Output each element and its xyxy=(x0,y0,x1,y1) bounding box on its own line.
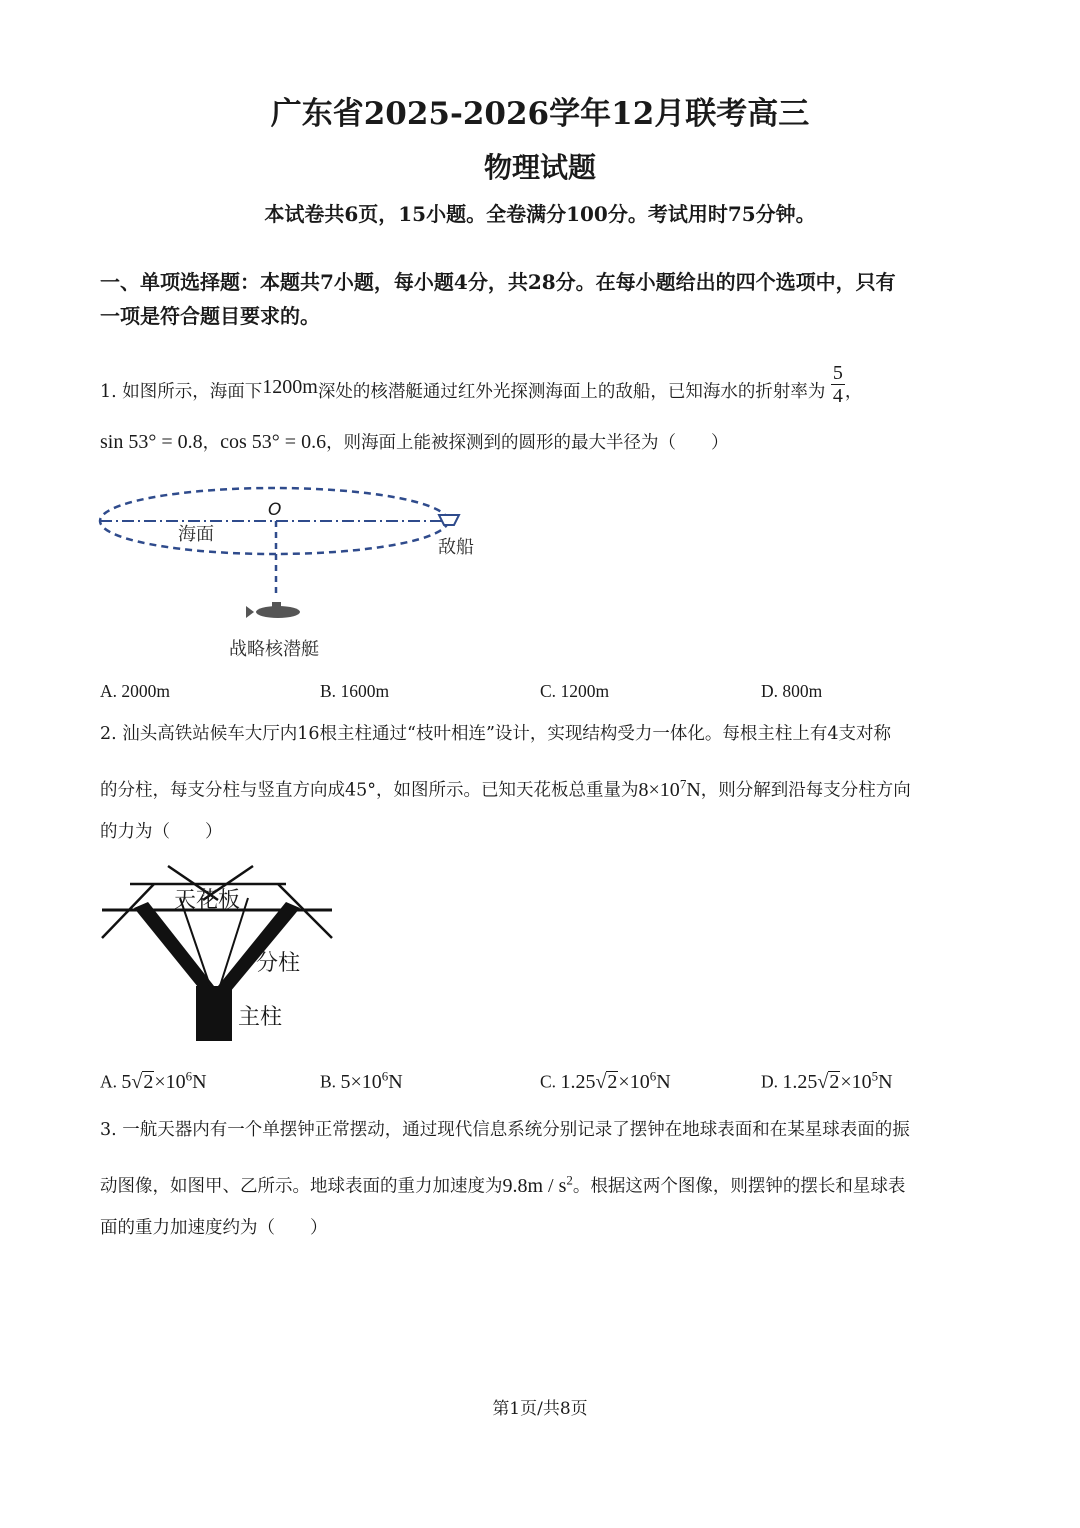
q2-line2-b: ，则分解到沿每支分柱方向 xyxy=(700,780,911,801)
option-value: $1.25√2\times 10^5N$ xyxy=(782,1068,893,1093)
option-key: D. xyxy=(761,681,779,701)
option-key: C. xyxy=(540,681,557,701)
ceiling-label: 天花板 xyxy=(174,888,241,913)
main-column xyxy=(196,986,232,1041)
q1-sep: ， xyxy=(202,433,221,453)
branch-right-thick xyxy=(218,902,300,992)
section-heading-line2: 一项是符合题目要求的。 xyxy=(100,304,320,328)
option-value: 1200m xyxy=(560,681,610,701)
option-coef: 5 xyxy=(340,1070,351,1093)
submarine-label: 战略核潜艇 xyxy=(229,639,319,660)
option-unit: N xyxy=(388,1070,403,1093)
option-unit: N xyxy=(656,1070,671,1093)
q1-number: 1. xyxy=(100,382,117,402)
q2-option-a[interactable] xyxy=(100,1068,207,1094)
q2-option-d[interactable] xyxy=(761,1068,893,1094)
q2-figure xyxy=(98,858,338,1044)
weight-unit: N xyxy=(686,778,701,801)
option-exp: 6 xyxy=(649,1068,657,1083)
gravity-value: 9.8m / s xyxy=(502,1174,567,1197)
exam-subtitle: 物理试题 xyxy=(483,151,596,184)
ship-label: 敌船 xyxy=(438,537,474,558)
weight-exp: 7 xyxy=(679,776,687,791)
exam-info: 本试卷共6页，15小题。全卷满分100分。考试用时75分钟。 xyxy=(264,202,816,226)
option-value: 2000m xyxy=(121,681,171,701)
q3-line3: 面的重力加速度约为（ ） xyxy=(100,1218,328,1238)
option-key: B. xyxy=(320,1071,337,1092)
option-key: D. xyxy=(761,1071,779,1092)
branch-label: 分柱 xyxy=(256,951,301,976)
option-value: $5√2\times 10^6N$ xyxy=(121,1068,207,1093)
option-unit: N xyxy=(192,1070,207,1093)
option-key: B. xyxy=(320,681,337,701)
branch-left-thick xyxy=(134,902,214,992)
ship-icon xyxy=(439,515,459,525)
exam-title: 广东省2025-2026学年12月联考高三 xyxy=(270,96,810,132)
page-number: 第1页/共8页 xyxy=(492,1399,588,1419)
q1-comma: ， xyxy=(844,382,863,402)
q1-cos: cos 53° = 0.6 xyxy=(220,431,327,453)
option-root: 2 xyxy=(607,1070,618,1093)
weight-coef: 8×10 xyxy=(638,778,680,801)
q1-refractive-index xyxy=(831,362,845,407)
q1-sin: sin 53° = 0.8 xyxy=(100,431,203,453)
q3-line1: 3. 一航天器内有一个单摆钟正常摆动，通过现代信息系统分别记录了摆钟在地球表面和在某星球表面的振 xyxy=(100,1120,910,1140)
q1-depth: 1200m xyxy=(262,376,318,398)
option-key: C. xyxy=(540,1071,557,1092)
o-label: O xyxy=(268,500,282,520)
q1-option-d[interactable] xyxy=(761,681,822,702)
q3-gravity xyxy=(502,1172,573,1197)
option-value: 800m xyxy=(782,681,823,701)
q2-line2 xyxy=(100,772,990,803)
q1-option-c[interactable] xyxy=(540,681,609,702)
submarine-icon xyxy=(246,602,300,618)
q2-option-c[interactable] xyxy=(540,1068,671,1094)
option-value xyxy=(340,1068,403,1093)
option-root: 2 xyxy=(829,1070,840,1093)
option-times: ×10 xyxy=(350,1070,382,1093)
q1-option-b[interactable] xyxy=(320,681,389,702)
option-value: $1.25√2\times 10^6N$ xyxy=(560,1068,671,1093)
q2-line2-a: 的分柱，每支分柱与竖直方向成45°，如图所示。已知天花板总重量为 xyxy=(100,780,639,801)
q3-line2-b: 。根据这两个图像，则摆钟的摆长和星球表 xyxy=(572,1176,906,1197)
q2-line3: 的力为（ ） xyxy=(100,822,223,842)
q1-line1 xyxy=(100,362,990,415)
option-key: A. xyxy=(100,681,118,701)
q1-text-b: 深处的核潜艇通过红外光探测海面上的敌船，已知海水的折射率为 xyxy=(317,382,826,402)
q3-line2-a: 动图像，如图甲、乙所示。地球表面的重力加速度为 xyxy=(100,1176,503,1197)
option-times: ×10 xyxy=(618,1070,650,1093)
q1-text-a: 如图所示，海面下 xyxy=(122,382,263,402)
section-heading-line1: 一、单项选择题：本题共7小题，每小题4分，共28分。在每小题给出的四个选项中，只有 xyxy=(100,270,896,294)
q1-n-denominator: 4 xyxy=(832,385,843,407)
q2-line1: 2. 汕头高铁站候车大厅内16根主柱通过“枝叶相连”设计，实现结构受力一体化。每根主柱上有4支对称 xyxy=(100,724,892,744)
option-coef: 1.25 xyxy=(560,1070,596,1093)
option-root: 2 xyxy=(143,1070,154,1093)
option-times: ×10 xyxy=(154,1070,186,1093)
option-times: ×10 xyxy=(840,1070,872,1093)
q1-n-numerator: 5 xyxy=(832,362,843,384)
option-exp: 5 xyxy=(871,1068,879,1083)
option-exp: 6 xyxy=(185,1068,193,1083)
gravity-exp: 2 xyxy=(566,1172,573,1187)
q2-option-b[interactable] xyxy=(320,1068,403,1094)
option-unit: N xyxy=(878,1070,893,1093)
q1-line2 xyxy=(100,430,990,455)
option-value: 1600m xyxy=(340,681,390,701)
q1-text-c: ，则海面上能被探测到的圆形的最大半径为（ ） xyxy=(326,433,729,453)
q2-weight xyxy=(638,776,701,801)
q3-line2 xyxy=(100,1168,990,1199)
option-coef: 5 xyxy=(121,1070,132,1093)
sea-label: 海面 xyxy=(178,524,214,545)
option-exp: 6 xyxy=(381,1068,389,1083)
q1-option-a[interactable] xyxy=(100,681,170,702)
option-key: A. xyxy=(100,1071,118,1092)
main-column-label: 主柱 xyxy=(238,1005,283,1030)
q1-figure xyxy=(96,478,496,668)
option-coef: 1.25 xyxy=(782,1070,818,1093)
